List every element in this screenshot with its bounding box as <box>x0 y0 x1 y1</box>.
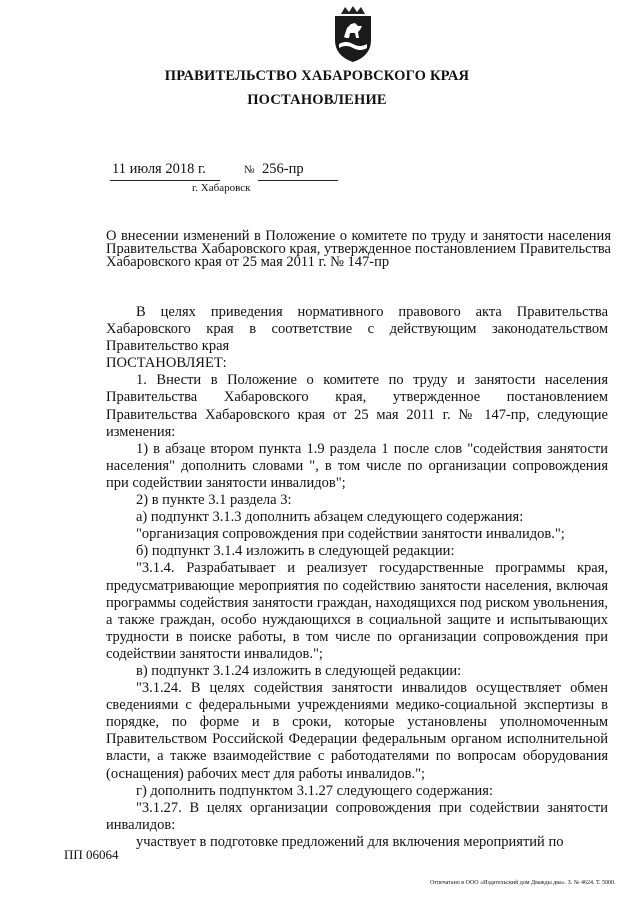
document-code: ПП 06064 <box>64 847 119 862</box>
document-type: ПОСТАНОВЛЕНИЕ <box>247 92 387 108</box>
paragraph: "3.1.24. В целях содействия занятости инвалидов осуществляет обмен сведениями с федеральными учреждениями медико-социальной экспертизы в порядке, по форме и в сроки, которые установлены уполномоченным Правительством Российской Федерации федеральным органом исполнительной власти, а также взаимодействие с работодателями по вопросам оборудования (оснащения) рабочих мест для работы инвалидов."; <box>106 680 608 782</box>
paragraph: а) подпункт 3.1.3 дополнить абзацем следующего содержания: <box>136 509 524 526</box>
paragraph: "3.1.27. В целях организации сопровождения при содействии занятости инвалидов: <box>106 799 608 833</box>
number-underline <box>258 180 338 181</box>
paragraph: в) подпункт 3.1.24 изложить в следующей редакции: <box>136 662 462 679</box>
resolution-word: ПОСТАНОВЛЯЕТ: <box>106 355 227 372</box>
paragraph: "организация сопровождения при содействии занятости инвалидов."; <box>136 526 565 543</box>
document-subject: О внесении изменений в Положение о комитете по труду и занятости населения Правительства Хабаровского края, утвержденное постановлением Правительства Хабаровского края от 25 мая 2011 г. № 147-пр <box>106 228 611 270</box>
document-body <box>106 304 608 851</box>
paragraph: 1. Внести в Положение о комитете по труду и занятости населения Правительства Хабаровского края, утвержденное постановлением Правительства Хабаровского края от 25 мая 2011 г. № 147-пр, следующие изменения: <box>106 372 608 440</box>
paragraph: б) подпункт 3.1.4 изложить в следующей редакции: <box>136 543 455 560</box>
date-underline <box>110 180 220 181</box>
organization-title: ПРАВИТЕЛЬСТВО ХАБАРОВСКОГО КРАЯ <box>164 68 470 84</box>
paragraph: "3.1.4. Разрабатывает и реализует государственные программы края, предусматривающие мероприятия по содействию занятости населения, включая программы содействия занятости граждан, находящихся под риском увольнения, а также граждан, особо нуждающихся в социальной защите и испытывающих трудности в поиске работы, в том числе по организации сопровождения при содействии занятости инвалидов."; <box>106 560 608 662</box>
paragraph: г) дополнить подпунктом 3.1.27 следующего содержания: <box>136 782 494 799</box>
khabarovsk-coat-of-arms-icon <box>327 4 379 64</box>
paragraph: 1) в абзаце втором пункта 1.9 раздела 1 после слов "содействия занятости населения" дополнить словами ", в том числе по организации сопровождения при содействии занятости инвалидов"; <box>106 440 608 491</box>
paragraph: участвует в подготовке предложений для включения мероприятий по <box>136 833 564 850</box>
document-date: 11 июля 2018 г. <box>112 161 206 177</box>
number-sign: № <box>244 164 255 176</box>
printer-imprint: Отпечатано в ООО «Издательский дом Дважды два». З. № 4624. Т. 5000. <box>430 880 616 886</box>
paragraph: 2) в пункте 3.1 раздела 3: <box>136 492 292 509</box>
paragraph: В целях приведения нормативного правового акта Правительства Хабаровского края в соответствие с действующим законодательством Правительство края <box>106 304 608 355</box>
document-number: 256-пр <box>262 161 304 177</box>
document-city: г. Хабаровск <box>192 182 251 194</box>
